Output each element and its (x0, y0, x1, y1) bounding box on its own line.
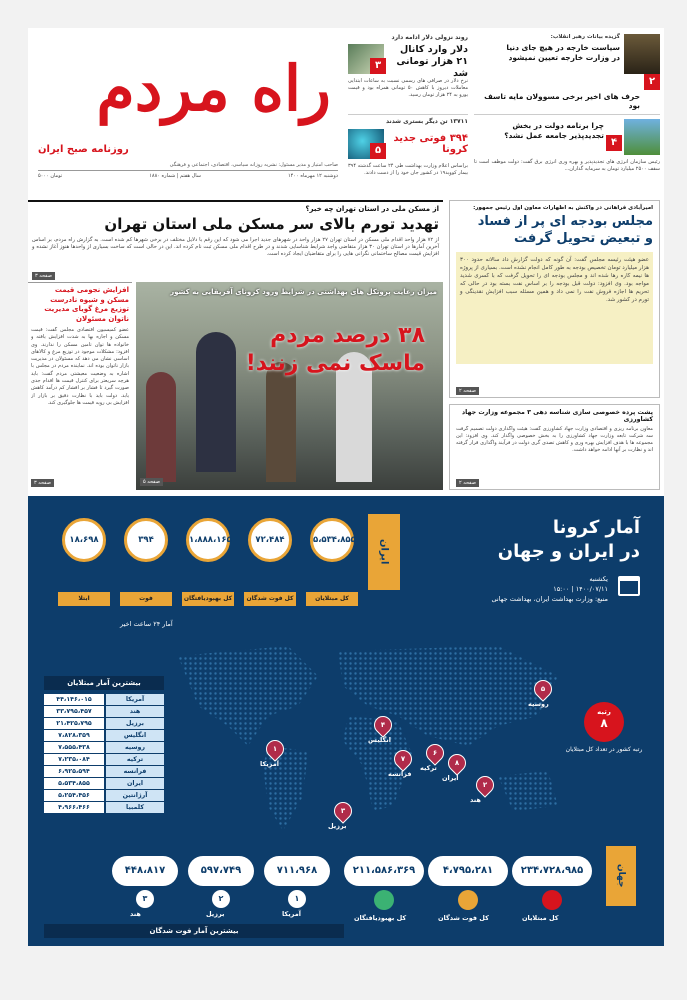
main-story (28, 200, 443, 280)
world-stat-value: ۲۳۴،۷۲۸،۹۸۵ (512, 856, 592, 886)
death-country: آمریکا (282, 910, 301, 918)
side-headline-line1: مجلس بودجه ای پر از فساد (477, 214, 653, 229)
renewable-headline-line2: تجدیدپذیر جامعه عمل نشد؟ (504, 131, 604, 140)
ranking-row (44, 706, 164, 717)
ranking-value: ۵،۲۵۴،۴۵۶ (44, 790, 104, 801)
world-stat-label: کل مبتلایان (522, 914, 559, 922)
crowd-shape (196, 332, 236, 472)
iran-stat-label: فوت (120, 592, 172, 606)
dollar-kicker: روند نزولی دلار ادامه دارد (391, 34, 468, 41)
map-pin-label: هند (470, 796, 481, 804)
iran-stat-value: ۵،۵۳۴،۸۵۵ (310, 518, 354, 562)
iran-stat-value: ۷۲،۴۸۴ (248, 518, 292, 562)
death-stat-value: ۵۹۷،۷۴۹ (188, 856, 254, 886)
side-kicker: امیرآبادی فراهانی در واکنش به اظهارات معاون اول رئیس جمهور: (473, 205, 653, 211)
dollar-story (348, 34, 468, 114)
map-pin-label: ترکیه (420, 764, 437, 772)
side-headline (456, 213, 653, 247)
renewable-story (474, 114, 660, 194)
side-headline-line2: و تبعیض تحویل گرفت (513, 231, 653, 246)
map-pin-label: ایران (442, 774, 459, 782)
ranking-value: ۶،۹۲۵،۵۹۴ (44, 766, 104, 777)
map-pin-rank: ۷ (400, 755, 406, 763)
map-pin-rank: ۳ (340, 807, 346, 815)
newspaper-logo: راه مردم (96, 52, 331, 125)
ranking-country: انگلیس (106, 730, 164, 741)
main-page-ref: صفحه ۳ (32, 272, 55, 280)
photo-headline-line2: ماسک نمی زنند! (245, 351, 425, 376)
dollar-text: نرخ دلار در صرافی های رسمی نسبت به ساعات ابتدایی معاملات دیروز با کاهش ۵۰ تومانی همراه بود و قیمت یورو به ۲۴ هزار تومان رسید. (348, 78, 468, 98)
map-pin-label: روسیه (528, 700, 549, 708)
iran-rank-title: رتبه (597, 708, 611, 716)
privatization-headline: پشت پرده خصوصی سازی شناسه دهی ۳ مجموعه وزارت جهاد کشاورزی (461, 409, 653, 423)
death-stat-value: ۷۱۱،۹۶۸ (264, 856, 330, 886)
leader-headline-line1: سیاست خارجه در هیچ جای دنیا (506, 43, 620, 52)
ranking-value: ۴،۹۶۶،۴۶۶ (44, 802, 104, 813)
side-story (449, 200, 660, 398)
photo-caption: میزان رعایت پروتکل های بهداشتی در شرایط ورود کرونای آفریقایی به کشور (170, 288, 437, 296)
newspaper-subtitle: روزنامه صبح ایران (38, 144, 129, 155)
date-time: ۱۴۰۰/۰۷/۱۱ | ۱۵:۰۰ (553, 585, 608, 593)
covid-text: براساس اعلام وزارت بهداشت طی ۲۴ ساعت گذشته ۳۹۴ بیمار کووید۱۹ در کشور جان خود را از دست دادند. (348, 163, 468, 176)
iran-rank-value: ۸ (600, 716, 608, 730)
crowd-shape (266, 362, 296, 482)
renewable-headline-line1: چرا برنامه دولت در بخش (512, 121, 604, 130)
dollar-headline-line1: دلار وارد کانال (399, 44, 468, 55)
world-stat-label: کل بهبودیافتگان (354, 914, 407, 922)
ranking-value: ۵،۵۳۴،۸۵۵ (44, 778, 104, 789)
ranking-country: ترکیه (106, 754, 164, 765)
ranking-row (44, 718, 164, 729)
ranking-country: فرانسه (106, 766, 164, 777)
map-pin-label: فرانسه (388, 770, 412, 778)
map-pin-label: انگلیس (368, 736, 391, 744)
renewable-headline (474, 121, 604, 141)
privatization-text: معاون برنامه ریزی و اقتصادی وزارت جهاد کشاورزی گفت: هیئت واگذاری دولت تصمیم گرفت سه شرکت تابعه وزارت جهاد کشاورزی را به بخش خصوصی واگذار کند. وی افزود: این مجموعه ها با هدف افزایش بهره وری و کاهش تصدی گری دولت در فرآیند واگذاری قرار گرفته اند و نظارت بر آنها ادامه خواهد داشت. (456, 426, 653, 453)
main-kicker: از مسکن ملی در استان تهران چه خبر؟ (305, 205, 439, 213)
map-pin-rank: ۶ (432, 749, 438, 757)
infographic-title-line2: در ایران و جهان (497, 541, 640, 562)
ranking-row (44, 694, 164, 705)
page-number-badge: ۴ (606, 135, 622, 151)
crowd-shape (146, 372, 176, 482)
ranking-value: ۳۳،۷۹۵،۴۵۷ (44, 706, 104, 717)
date-day: یکشنبه (589, 575, 608, 583)
death-rank-badge: ۱ (288, 890, 306, 908)
death-country: برزیل (206, 910, 225, 918)
ranking-country: آرژانتین (106, 790, 164, 801)
ranking-value: ۲۱،۴۲۵،۷۹۵ (44, 718, 104, 729)
iran-stat-label: کل بهبودیافتگان (182, 592, 234, 606)
ranking-value: ۴۴،۱۴۶،۰۱۵ (44, 694, 104, 705)
iran-label-text: ایران (378, 539, 390, 565)
ranking-country: روسیه (106, 742, 164, 753)
newspaper-page (28, 28, 664, 946)
ranking-value: ۷،۲۳۵،۰۸۴ (44, 754, 104, 765)
map-pin-label: برزیل (328, 822, 347, 830)
covid-infographic (28, 496, 664, 946)
issue-date: دوشنبه ۱۲ مهرماه ۱۴۰۰ (287, 173, 338, 179)
iran-stat-label: ابتلا (58, 592, 110, 606)
side-page-ref: صفحه ۲ (456, 387, 479, 395)
ranking-row (44, 802, 164, 813)
ranking-value: ۷،۵۵۵،۴۳۸ (44, 742, 104, 753)
world-label (606, 846, 636, 906)
leader-subhead: حرف های اخیر برخی مسوولان مایه تاسف بود (484, 92, 640, 110)
privatization-page-ref: صفحه ۲ (456, 479, 479, 487)
map-pin-rank: ۱ (272, 745, 278, 753)
calendar-icon (618, 576, 640, 596)
main-text: از ۷۲ هزار واحد اقدام ملی مسکن در استان تهران ۲۷ هزار واحد در شهرهای جدید اجرا می شود که این رقم با دلایل مختلف در برخی شهرها کم شده است. به گزارش راه مردم، بر اساس آخرین آمارها در استان تهران ۳۰ هزار متقاضی واجد شرایط شناسایی شدند و در طرح اقدام ملی مسکن ثبت نام کرده اند. این در حالی است که ساخت بسیاری از واحدها هنوز آغاز نشده و افزایش قیمت مصالح ساختمانی نگرانی هایی را برای متقاضیان ایجاد کرده است. (32, 237, 439, 257)
top-middle-column (348, 34, 468, 194)
masthead (28, 28, 343, 198)
ranking-header: بیشترین آمار مبتلایان (44, 676, 164, 690)
world-stat-value: ۴،۷۹۵،۲۸۱ (428, 856, 508, 886)
ranking-value: ۷،۸۲۸،۳۵۹ (44, 730, 104, 741)
photo-page-ref: صفحه ۵ (140, 478, 163, 486)
issue-number: سال هفتم | شماره ۱۸۸۰ (149, 173, 201, 179)
page-number-badge: ۵ (370, 143, 386, 159)
photo-headline (246, 322, 425, 378)
iran-stat-value: ۱۸،۶۹۸ (62, 518, 106, 562)
map-pin-rank: ۲ (482, 781, 488, 789)
ranking-country: کلمبیا (106, 802, 164, 813)
renewable-text: رئیس سازمان انرژی های تجدیدپذیر و بهره وری انرژی برق گفت: دولت موظف است تا سقف ۲۵۰۰ میلیارد تومان به سرمایه گذاران... (474, 159, 660, 172)
world-label-text: جهان (616, 864, 626, 888)
covid-story (348, 114, 468, 194)
ranking-row (44, 754, 164, 765)
data-source: منبع: وزارت بهداشت ایران، بهداشت جهانی (491, 595, 608, 603)
virus-icon (542, 890, 562, 910)
virus-icon (374, 890, 394, 910)
ranking-row (44, 790, 164, 801)
iran-note: آمار ۲۴ ساعت اخیر (120, 620, 173, 628)
ranking-row (44, 742, 164, 753)
leader-story (474, 34, 660, 114)
map-pin-rank: ۸ (454, 759, 460, 767)
deaths-title-bar: بیشترین آمار فوت شدگان (44, 924, 344, 938)
leader-headline-line2: در وزارت خارجه تعیین نمیشود (508, 53, 620, 62)
leader-photo (624, 34, 660, 74)
dollar-headline (388, 44, 468, 80)
infographic-date (491, 574, 608, 604)
side-text: عضو هیئت رئیسه مجلس گفت: آن گونه که دولت گزارش داد سالانه حدود ۳۰۰ هزار میلیارد تومان تخصیص بودجه به طور کامل انجام نشده است. بسیاری از پروژه ها نیمه کاره رها شده اند و مجلس بودجه ای را تحویل گرفت که با کسری شدید مواجه بود. وی افزود: دولت قبل بودجه را بر اساس نفت بسته بود در حالی که تحریم ها اجازه فروش نفت را نمی داد و همین مسئله سبب افزایش نقدینگی و تورم در کشور شد. (456, 252, 653, 364)
ranking-country: آمریکا (106, 694, 164, 705)
leader-headline (474, 43, 620, 63)
infographic-title-line1: آمار کرونا (552, 517, 640, 538)
privatization-story (449, 404, 660, 490)
left-text: عضو کمیسیون اقتصادی مجلس گفت: قیمت مسکن و اجاره بها به شدت افزایش یافته و خانواده ها توان تامین مسکن را ندارند. وی افزود: مشکلات موجود در توزیع مرغ و کالاهای اساسی نشان می دهد که مسئولان در مدیریت بازار ناتوان بوده اند. نماینده مردم در مجلس با اشاره به وضعیت معیشتی مردم گفت: باید هرچه سریعتر برای کنترل قیمت ها اقدام جدی صورت گیرد تا فشار بر اقشار کم درآمد کاهش یابد. دولت باید با نظارت دقیق بر بازار از افزایش بی رویه قیمت ها جلوگیری کند. (31, 327, 129, 406)
ranking-row (44, 778, 164, 789)
photo-story (136, 282, 443, 490)
left-story (28, 282, 132, 490)
covid-kicker: ۱۳۷۱۱ تن دیگر بستری شدند (386, 118, 468, 125)
left-headline: افزایش نجومی قیمت مسکن و شیوه نادرست توزیع مرغ گویای مدیریت ناتوان مسئولان (44, 286, 129, 323)
page-number-badge: ۲ (644, 74, 660, 90)
masthead-tagline: صاحب امتیاز و مدیر مسئول: نشریه روزانه سیاسی، اقتصادی، اجتماعی و فرهنگی (169, 162, 338, 168)
ranking-row (44, 766, 164, 777)
virus-icon (458, 890, 478, 910)
ranking-row (44, 730, 164, 741)
ranking-country: هند (106, 706, 164, 717)
leader-kicker: گزیده بیانات رهبر انقلاب: (550, 34, 620, 40)
renewable-photo (624, 119, 660, 155)
world-stat-label: کل فوت شدگان (438, 914, 489, 922)
map-pin-rank: ۵ (540, 685, 546, 693)
main-headline: تهدید تورم بالای سر مسکن ملی استان تهران (104, 215, 439, 233)
iran-stat-label: کل فوت شدگان (244, 592, 296, 606)
death-rank-badge: ۲ (212, 890, 230, 908)
iran-rank-sub: رتبه کشور در تعداد کل مبتلایان (565, 746, 643, 753)
issue-price: ۵۰۰۰ تومان (38, 173, 63, 179)
iran-rank-badge (584, 702, 624, 742)
world-stat-value: ۲۱۱،۵۸۶،۳۶۹ (344, 856, 424, 886)
covid-headline: ۳۹۴ فوتی جدید کرونا (393, 133, 468, 155)
ranking-country: ایران (106, 778, 164, 789)
death-country: هند (130, 910, 141, 918)
left-page-ref: صفحه ۳ (31, 479, 54, 487)
photo-headline-line1: ۳۸ درصد مردم (270, 323, 425, 348)
iran-stat-label: کل مبتلایان (306, 592, 358, 606)
map-pin-rank: ۴ (380, 721, 386, 729)
ranking-country: برزیل (106, 718, 164, 729)
top-right-column (474, 34, 660, 194)
iran-stat-value: ۱،۸۸۸،۱۶۵ (186, 518, 230, 562)
iran-stat-value: ۳۹۴ (124, 518, 168, 562)
iran-label (368, 514, 400, 590)
map-pin-label: آمریکا (260, 760, 279, 768)
death-stat-value: ۴۴۸،۸۱۷ (112, 856, 178, 886)
dollar-headline-line2: ۲۱ هزار تومانی شد (396, 56, 468, 79)
death-rank-badge: ۳ (136, 890, 154, 908)
page-number-badge: ۳ (370, 58, 386, 74)
infographic-title (498, 516, 640, 564)
